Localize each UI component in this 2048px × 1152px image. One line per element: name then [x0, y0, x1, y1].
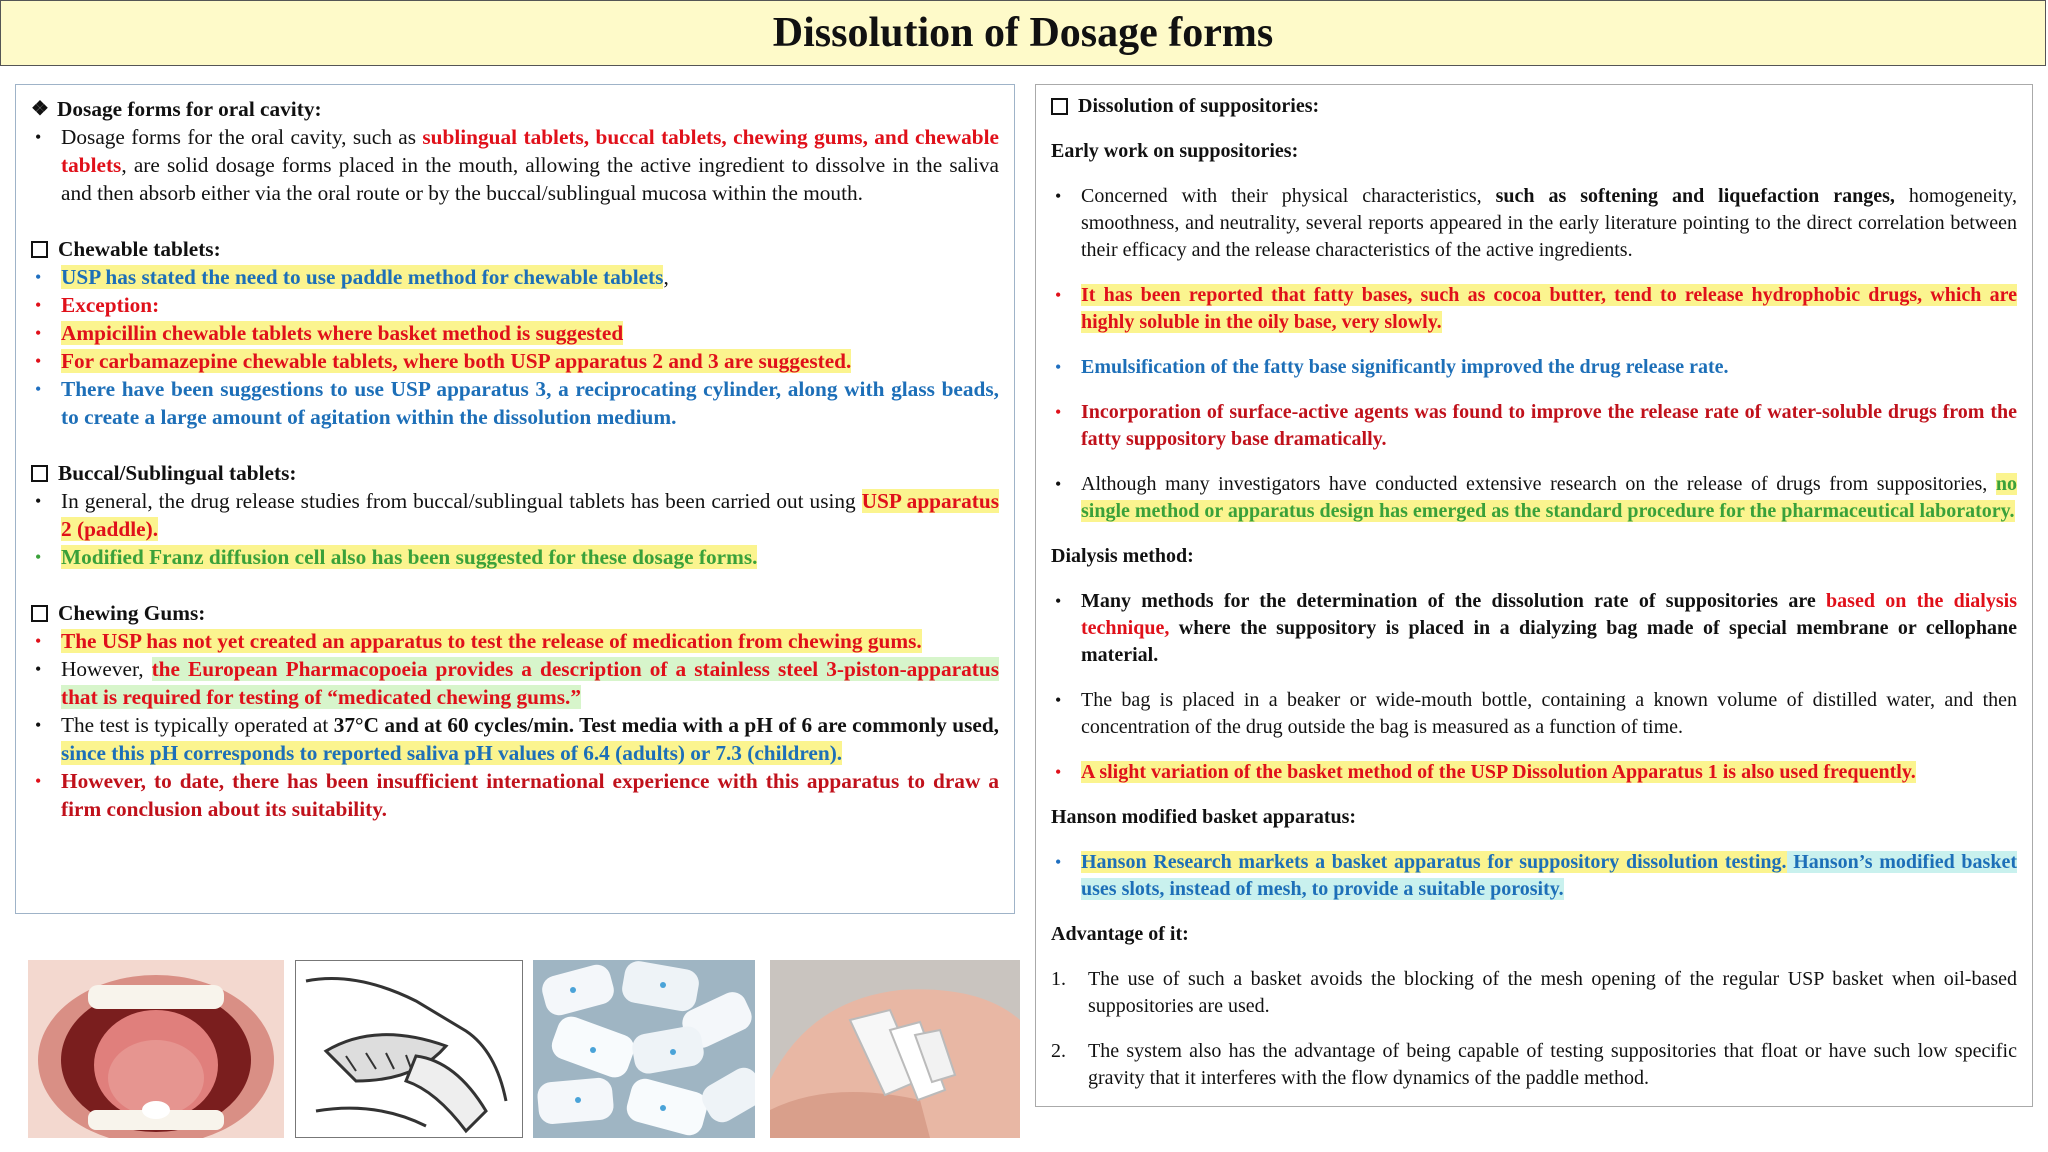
list-item: • There have been suggestions to use USP apparatus 3, a reciprocating cylinder, along with glass beads, to create a large amount of agitation within the dissolution medium. — [31, 375, 999, 431]
oral-heading: ❖ Dosage forms for oral cavity: — [31, 97, 322, 121]
bullet-icon: • — [1055, 357, 1062, 377]
bullet-icon: • — [1055, 474, 1062, 494]
page-title: Dissolution of Dosage forms — [772, 10, 1274, 56]
oral-cavity-panel — [15, 84, 1015, 914]
bullet-icon: • — [35, 491, 42, 511]
bullet-icon: • — [1055, 591, 1062, 611]
bullet-icon: • — [35, 631, 42, 651]
list-item: • Emulsification of the fatty base significantly improved the drug release rate. — [1051, 354, 2017, 381]
bullet-icon: • — [1055, 762, 1062, 782]
bullet-icon: • — [1055, 402, 1062, 422]
suppositories-heading: Dissolution of suppositories: — [1051, 93, 2017, 120]
list-item: • It has been reported that fatty bases, such as cocoa butter, tend to release hydrophobic drugs, which are highly soluble in the oily base, very slowly. — [1051, 282, 2017, 336]
list-item: • However, to date, there has been insufficient international experience with this apparatus to draw a firm conclusion about its suitability. — [31, 767, 999, 823]
bullet-icon: • — [35, 323, 42, 343]
list-item: • Although many investigators have conducted extensive research on the release of drugs from suppositories, no single method or apparatus design has emerged as the standard procedure for the pharmaceutical laboratory. — [1051, 471, 2017, 525]
chewing-gum-photo — [533, 960, 755, 1138]
bullet-icon: • — [1055, 690, 1062, 710]
bullet-icon: • — [35, 659, 42, 679]
checkbox-square-icon — [31, 241, 48, 258]
diamond-bullet-icon: ❖ — [31, 98, 49, 120]
list-item: • Many methods for the determination of the dissolution rate of suppositories are based on the dialysis technique, where the suppository is placed in a dialyzing bag made of special membrane or cellophane material. — [1051, 588, 2017, 669]
list-item: • For carbamazepine chewable tablets, where both USP apparatus 2 and 3 are suggested. — [31, 347, 999, 375]
bullet-icon: • — [1055, 852, 1062, 872]
list-item: • The test is typically operated at 37°C and at 60 cycles/min. Test media with a pH of 6 are commonly used, since this pH corresponds to reported saliva pH values of 6.4 (adults) or 7.3 (children). — [31, 711, 999, 767]
list-item: • Modified Franz diffusion cell also has been suggested for these dosage forms. — [31, 543, 999, 571]
list-item: • However, the European Pharmacopoeia provides a description of a stainless steel 3-piston-apparatus that is required for testing of “medicated chewing gums.” — [31, 655, 999, 711]
bullet-icon: • — [1055, 186, 1062, 206]
bullet-icon: • — [35, 771, 42, 791]
title-bar — [0, 0, 2046, 66]
list-item: • In general, the drug release studies from buccal/sublingual tablets has been carried out using USP apparatus 2 (paddle). — [31, 487, 999, 543]
list-item: • USP has stated the need to use paddle method for chewable tablets, — [31, 263, 999, 291]
early-work-heading: Early work on suppositories: — [1051, 140, 1299, 162]
buccal-heading: Buccal/Sublingual tablets: — [31, 459, 999, 487]
dialysis-heading: Dialysis method: — [1051, 545, 1194, 567]
bullet-icon: • — [35, 351, 42, 371]
hanson-heading: Hanson modified basket apparatus: — [1051, 806, 1357, 828]
bullet-icon: • — [35, 127, 42, 147]
hand-tablets-photo — [770, 960, 1020, 1138]
checkbox-square-icon — [1051, 98, 1068, 115]
list-item: • Dosage forms for the oral cavity, such as sublingual tablets, buccal tablets, chewing gums, and chewable tablets, are solid dosage forms placed in the mouth, allowing the active ingredient to dissolve in the saliva and then absorb either via the oral route or by the buccal/sublingual mucosa within the mouth. — [31, 123, 999, 207]
list-item: • A slight variation of the basket method of the USP Dissolution Apparatus 1 is also used frequently. — [1051, 759, 2017, 786]
list-item: • The bag is placed in a beaker or wide-mouth bottle, containing a known volume of distilled water, and then concentration of the drug outside the bag is measured as a function of time. — [1051, 687, 2017, 741]
numbered-item: 2. The system also has the advantage of being capable of testing suppositories that float or have such low specific gravity that it interferes with the flow dynamics of the paddle method. — [1051, 1040, 2017, 1089]
chewing-gum-heading: Chewing Gums: — [31, 599, 999, 627]
list-item: • Hanson Research markets a basket apparatus for suppository dissolution testing. Hanson’s modified basket uses slots, instead of mesh, to provide a suitable porosity. — [1051, 849, 2017, 903]
list-item: • Incorporation of surface-active agents was found to improve the release rate of water-soluble drugs from the fatty suppository base dramatically. — [1051, 399, 2017, 453]
list-item: • Concerned with their physical characteristics, such as softening and liquefaction ranges, homogeneity, smoothness, and neutrality, several reports appeared in the early literature pointing to the direct correlation between their efficacy and the release characteristics of the active ingredients. — [1051, 183, 2017, 264]
bullet-icon: • — [35, 715, 42, 735]
mouth-drawing-photo — [295, 960, 523, 1138]
list-item: • Exception: — [31, 291, 999, 319]
bullet-icon: • — [35, 379, 42, 399]
checkbox-square-icon — [31, 465, 48, 482]
list-item: • Ampicillin chewable tablets where basket method is suggested — [31, 319, 999, 347]
numbered-item: 1. The use of such a basket avoids the blocking of the mesh opening of the regular USP basket when oil-based suppositories are used. — [1051, 968, 2017, 1017]
bullet-icon: • — [35, 267, 42, 287]
advantage-heading: Advantage of it: — [1051, 923, 1189, 945]
bullet-icon: • — [1055, 285, 1062, 305]
open-mouth-photo — [28, 960, 284, 1138]
checkbox-square-icon — [31, 605, 48, 622]
bullet-icon: • — [35, 547, 42, 567]
suppositories-panel — [1035, 84, 2033, 1107]
list-item: • The USP has not yet created an apparatus to test the release of medication from chewing gums. — [31, 627, 999, 655]
bullet-icon: • — [35, 295, 42, 315]
chewable-heading: Chewable tablets: — [31, 235, 999, 263]
